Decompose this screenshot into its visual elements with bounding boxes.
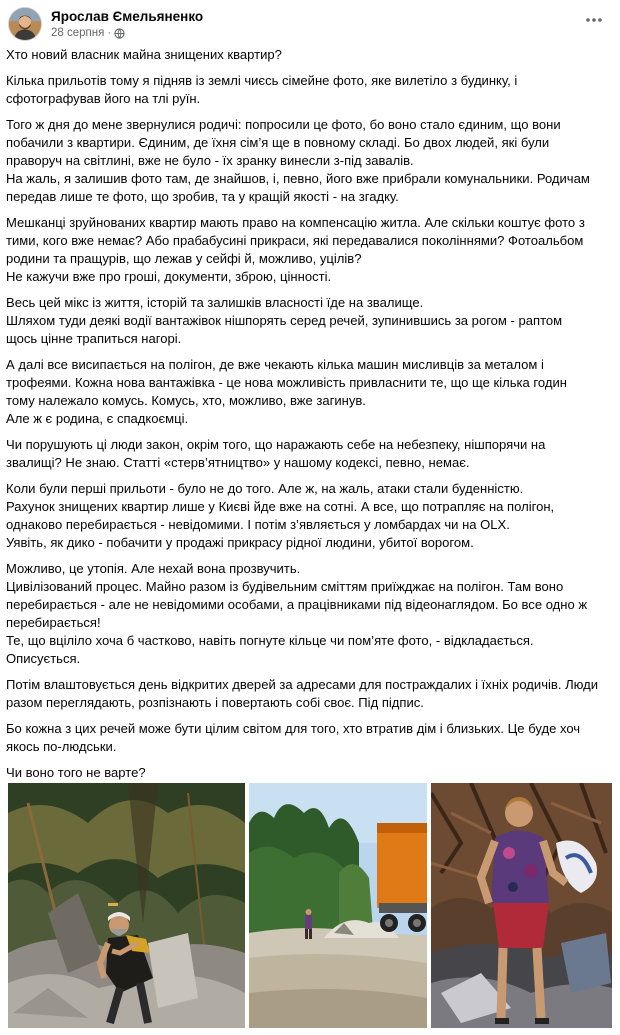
post-text-line: сфотографував його на тлі руїн.	[6, 91, 201, 106]
post-text-line: передав лише те фото, що зробив, та у кращій якості - на згадку.	[6, 189, 399, 204]
post-text-line: Бо кожна з цих речей може бути цілим світом для того, хто втратив дім і близьких. Це буде хоч	[6, 721, 581, 736]
post-text-line: щось цінне трапиться нагорі.	[6, 331, 182, 346]
post-paragraph	[6, 720, 612, 756]
post-text-line: Не кажучи вже про гроші, документи, зброю, цінності.	[6, 269, 332, 284]
post-paragraph	[6, 676, 612, 712]
post-text-line: Можливо, це утопія. Але нехай вона прозвучить.	[6, 561, 301, 576]
post-paragraph	[6, 764, 612, 782]
photo-woman-on-dump[interactable]	[431, 783, 612, 1028]
photo-gallery	[8, 783, 612, 1028]
post-text-line: Чи воно того не варте?	[6, 765, 146, 780]
post-text-line: родини та пращурів, що лежав у сейфі й, можливо, уцілів?	[6, 251, 362, 266]
globe-icon	[114, 28, 125, 39]
post-paragraph	[6, 46, 612, 64]
post-text-line: Але ж є родина, є спадкоємці.	[6, 411, 189, 426]
post-text-line: перебирається!	[6, 615, 101, 630]
post-text-line: звалищі? Не знаю. Статті «стерв’ятництво» у нашому кодексі, певно, немає.	[6, 455, 470, 470]
post-text-line: Хто новий власник майна знищених квартир?	[6, 47, 282, 62]
post-text-line: Чи порушують ці люди закон, окрім того, що наражають себе на небезпеку, нішпорячи на	[6, 437, 546, 452]
post-text-line: Те, що вціліло хоча б частково, навіть погнуте кільце чи пом’яте фото, - відкладається.	[6, 633, 534, 648]
post-text-line: Потім влаштовується день відкритих дверей за адресами для постраждалих і їхніх родичів. Люди	[6, 677, 599, 692]
post-text-line: Весь цей мікс із життя, історій та залишків власності їде на звалище.	[6, 295, 424, 310]
post-paragraph	[6, 560, 612, 668]
post-text-line: Уявіть, як дико - побачити у продажі прикрасу рідної людини, убитої ворогом.	[6, 535, 474, 550]
post-text-line: побачили з квартири. Єдиним, де їхня сім’я ще в повному складі. Бо двох людей, які були	[6, 135, 550, 150]
post-text-line: Описується.	[6, 651, 81, 666]
post-paragraph	[6, 72, 612, 108]
user-avatar[interactable]	[8, 7, 42, 41]
post-text-line: Цивілізований процес. Майно разом із будівельним сміттям приїжджає на полігон. Там воно	[6, 579, 564, 594]
post-text-line: якось по-людськи.	[6, 739, 117, 754]
post-text-line: перебирається - але не невідомими особами, а працівниками під відеонаглядом. Бо все одно ж	[6, 597, 588, 612]
post-text-line: Шляхом туди деякі водії вантажівок нішпорять серед речей, зупинившись за рогом - раптом	[6, 313, 563, 328]
post-paragraph	[6, 294, 612, 348]
post-text-line: трофеями. Кожна нова вантажівка - це нова можливість привласнити те, що ще кілька годин	[6, 375, 567, 390]
post-paragraph	[6, 436, 612, 472]
post-paragraph	[6, 480, 612, 552]
photo-man-on-rubble[interactable]	[8, 783, 245, 1028]
post-paragraph	[6, 356, 612, 428]
post-text-line: тими, кого вже немає? Або прабабусині прикраси, які передавалися поколіннями? Фотоальбом	[6, 233, 584, 248]
post-text	[6, 46, 612, 790]
post-meta	[51, 27, 125, 39]
more-options-button[interactable]	[582, 8, 606, 32]
post-text-line: Того ж дня до мене звернулися родичі: попросили це фото, бо воно стало єдиним, що вони	[6, 117, 561, 132]
post-paragraph	[6, 116, 612, 206]
post-text-line: А далі все висипається на полігон, де вже чекають кілька машин мисливців за металом і	[6, 357, 544, 372]
post-text-line: На жаль, я залишив фото там, де знайшов, і, певно, його вже прибрали комунальники. Родичам	[6, 171, 590, 186]
post-text-line: Кілька прильотів тому я підняв із землі чиєсь сімейне фото, яке вилетіло з будинку, і	[6, 73, 518, 88]
post-date[interactable]: 28 серпня	[51, 27, 105, 39]
post-header	[0, 0, 620, 46]
post-text-line: разом переглядають, розпізнають і повертають собі своє. Під підпис.	[6, 695, 424, 710]
post-text-line: праворуч на світлині, вже не було - їх зранку винесли з-під завалів.	[6, 153, 414, 168]
post-text-line: тому належало комусь. Комусь, хто, можливо, вже загинув.	[6, 393, 366, 408]
post-text-line: Мешканці зруйнованих квартир мають право на компенсацію житла. Але скільки коштує фото з	[6, 215, 585, 230]
photo-landfill-truck[interactable]	[249, 783, 427, 1028]
author-name[interactable]: Ярослав Ємельяненко	[51, 9, 204, 24]
meta-separator: ·	[107, 27, 112, 39]
post-text-line: однаково перебирається - невідомими. І потім з’являється у ломбардах чи на OLX.	[6, 517, 510, 532]
post-text-line: Коли були перші прильоти - було не до того. Але ж, на жаль, атаки стали буденністю.	[6, 481, 524, 496]
more-options-icon	[585, 17, 603, 23]
post-paragraph	[6, 214, 612, 286]
post-text-line: Рахунок знищених квартир лише у Києві йде вже на сотні. А все, що потрапляє на полігон,	[6, 499, 555, 514]
